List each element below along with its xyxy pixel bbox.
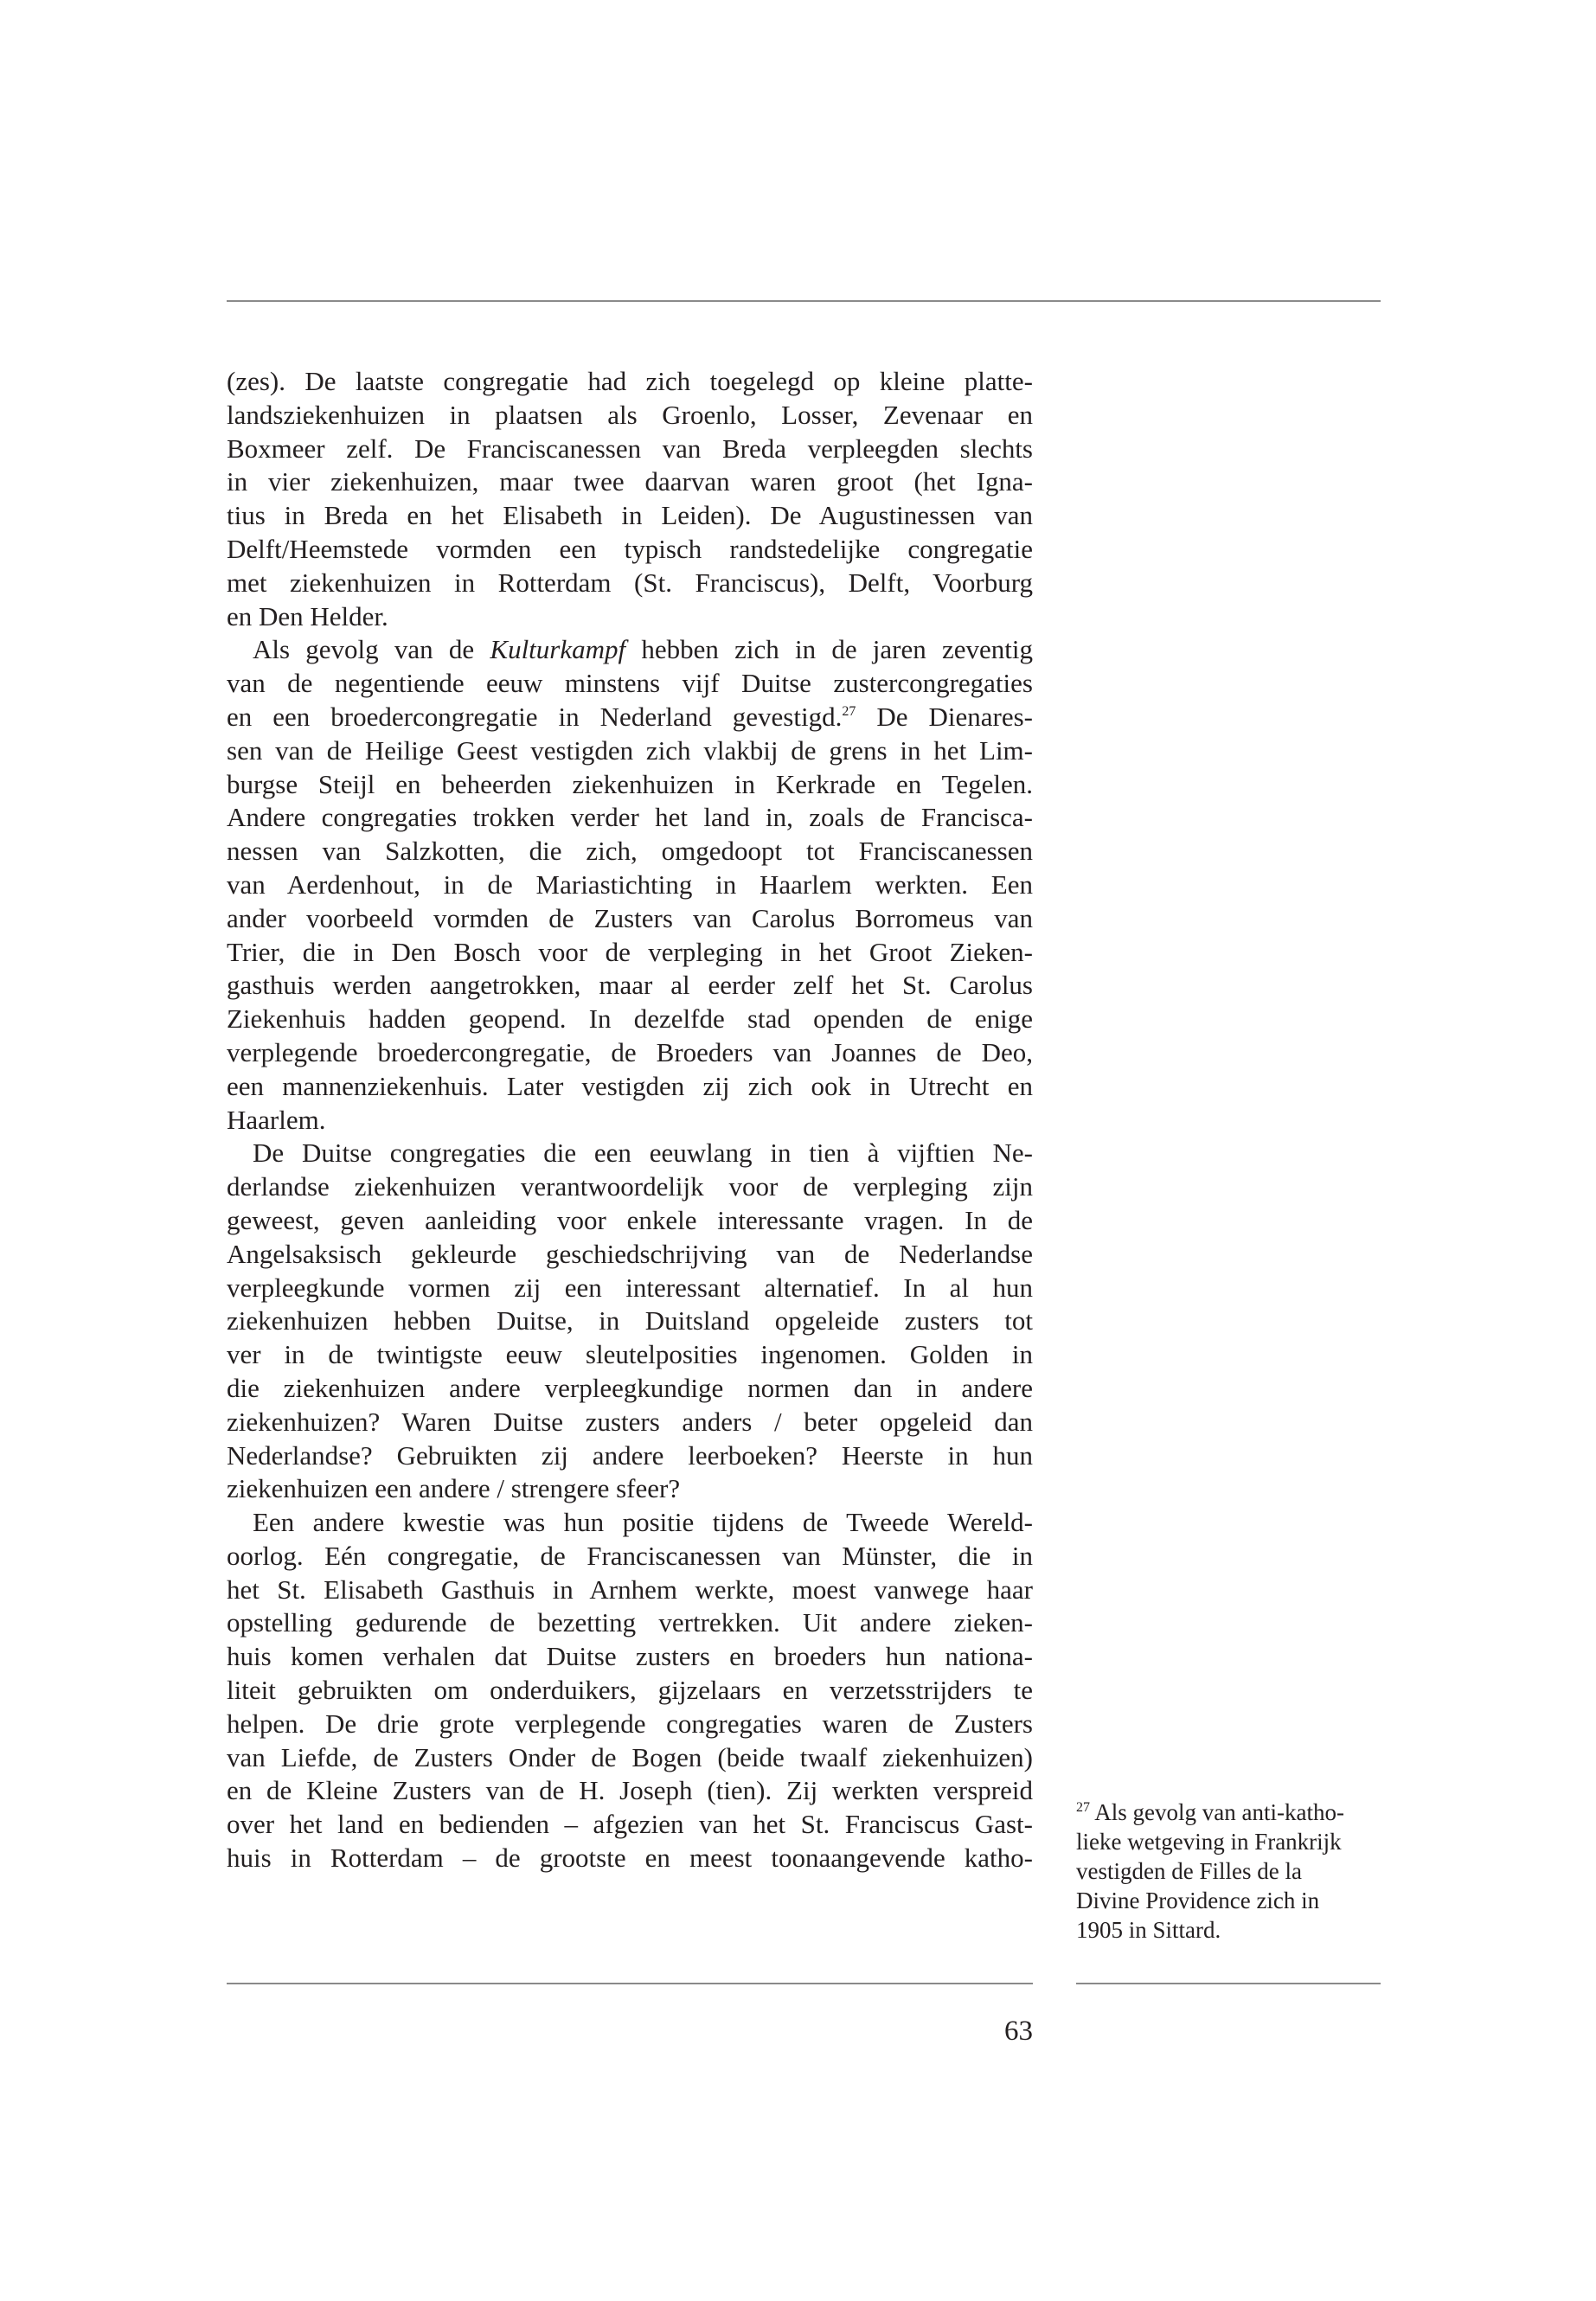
sidenote-line: Divine Providence zich in [1076, 1888, 1320, 1913]
text-line: ver in de twintigste eeuw sleutelposities ingenomen. Golden in [227, 1339, 1033, 1370]
text-fragment: en een broedercongregatie in Nederland gevestigd. [227, 701, 843, 732]
text-line: van Aerdenhout, in de Mariastichting in Haarlem werkten. Een [227, 868, 1033, 900]
bottom-rule-side [1076, 1983, 1381, 1984]
text-line: met ziekenhuizen in Rotterdam (St. Franciscus), Delft, Voorburg [227, 567, 1033, 598]
top-rule [227, 300, 1381, 302]
text-line: helpen. De drie grote verplegende congregaties waren de Zusters [227, 1708, 1033, 1739]
sidenote-line: vestigden de Filles de la [1076, 1858, 1302, 1884]
text-line: huis in Rotterdam – de grootste en meest toonaangevende katho- [227, 1843, 1033, 1874]
italic-term: Kulturkampf [490, 634, 626, 665]
text-line: ziekenhuizen hebben Duitse, in Duitsland opgeleide zusters tot [227, 1305, 1033, 1336]
text-line: verplegende broedercongregatie, de Broeders van Joannes de Deo, [227, 1036, 1033, 1067]
text-line: liteit gebruikten om onderduikers, gijzelaars en verzetsstrijders te [227, 1675, 1033, 1706]
sidenote-text: Als gevolg van anti-katho- [1094, 1799, 1344, 1825]
text-fragment: hebben zich in de jaren zeventig [625, 634, 1033, 665]
text-line: van Liefde, de Zusters Onder de Bogen (beide twaalf ziekenhuizen) [227, 1741, 1033, 1772]
text-line: nessen van Salzkotten, die zich, omgedoopt tot Franciscanessen [227, 836, 1033, 867]
text-line: Ziekenhuis hadden geopend. In dezelfde stad openden de enige [227, 1003, 1033, 1035]
text-line: in vier ziekenhuizen, maar twee daarvan waren groot (het Igna- [227, 466, 1033, 497]
text-line: De Duitse congregaties die een eeuwlang in tien à vijftien Ne- [253, 1138, 1033, 1169]
page-number: 63 [1004, 2016, 1033, 2047]
text-line: verpleegkunde vormen zij een interessant alternatief. In al hun [227, 1272, 1033, 1303]
text-line: Boxmeer zelf. De Franciscanessen van Breda verpleegden slechts [227, 433, 1033, 464]
text-fragment: De Dienares- [856, 701, 1033, 732]
paragraph [227, 1506, 1033, 1875]
text-line: ziekenhuizen een andere / strengere sfeer? [227, 1473, 681, 1504]
text-line: derlandse ziekenhuizen verantwoordelijk voor de verpleging zijn [227, 1171, 1033, 1202]
text-line: ziekenhuizen? Waren Duitse zusters anders / beter opgeleid dan [227, 1406, 1033, 1437]
text-line: die ziekenhuizen andere verpleegkundige normen dan in andere [227, 1372, 1033, 1403]
text-line [227, 633, 1033, 667]
text-line: huis komen verhalen dat Duitse zusters en broeders hun nationa- [227, 1641, 1033, 1672]
text-line: tius in Breda en het Elisabeth in Leiden). De Augustinessen van [227, 500, 1033, 531]
text-line: oorlog. Eén congregatie, de Franciscanessen van Münster, die in [227, 1540, 1033, 1571]
text-line [227, 701, 1033, 734]
text-line: (zes). De laatste congregatie had zich toegelegd op kleine platte- [227, 366, 1033, 396]
text-line: en Den Helder. [227, 600, 388, 631]
text-line: burgse Steijl en beheerden ziekenhuizen in Kerkrade en Tegelen. [227, 768, 1033, 799]
text-line: Nederlandse? Gebruikten zij andere leerboeken? Heerste in hun [227, 1439, 1033, 1471]
main-text-column [227, 365, 1033, 1875]
text-line: ander voorbeeld vormden de Zusters van Carolus Borromeus van [227, 902, 1033, 933]
text-line: landsziekenhuizen in plaatsen als Groenlo, Losser, Zevenaar en [227, 399, 1033, 430]
text-line: geweest, geven aanleiding voor enkele interessante vragen. In de [227, 1204, 1033, 1235]
sidenote-footnote [1076, 1798, 1388, 1945]
text-line: Delft/Heemstede vormden een typisch randstedelijke congregatie [227, 533, 1033, 564]
text-line: Angelsaksisch gekleurde geschiedschrijving van de Nederlandse [227, 1238, 1033, 1269]
sidenote-line [1076, 1798, 1388, 1827]
text-line: Trier, die in Den Bosch voor de verpleging in het Groot Zieken- [227, 936, 1033, 967]
bottom-rule-main [227, 1983, 1033, 1984]
paragraph [227, 1137, 1033, 1506]
text-line: opstelling gedurende de bezetting vertrekken. Uit andere zieken- [227, 1607, 1033, 1638]
text-line: een mannenziekenhuis. Later vestigden zij zich ook in Utrecht en [227, 1070, 1033, 1101]
paragraph [227, 633, 1033, 1137]
footnote-reference[interactable]: 27 [842, 703, 856, 719]
sidenote-number: 27 [1076, 1800, 1090, 1815]
text-line: Een andere kwestie was hun positie tijdens de Tweede Wereld- [253, 1507, 1033, 1538]
text-line: van de negentiende eeuw minstens vijf Duitse zustercongregaties [227, 668, 1033, 699]
text-line: sen van de Heilige Geest vestigden zich vlakbij de grens in het Lim- [227, 734, 1033, 766]
sidenote-line: 1905 in Sittard. [1076, 1917, 1221, 1943]
text-line: Haarlem. [227, 1104, 326, 1135]
text-line: gasthuis werden aangetrokken, maar al eerder zelf het St. Carolus [227, 970, 1033, 1001]
text-line: en de Kleine Zusters van de H. Joseph (tien). Zij werkten verspreid [227, 1775, 1033, 1806]
text-line: het St. Elisabeth Gasthuis in Arnhem werkte, moest vanwege haar [227, 1574, 1033, 1605]
text-line: Andere congregaties trokken verder het land in, zoals de Francisca- [227, 802, 1033, 833]
sidenote-line: lieke wetgeving in Frankrijk [1076, 1829, 1342, 1855]
paragraph [227, 365, 1033, 633]
text-fragment: Als gevolg van de [253, 634, 490, 665]
text-line: over het land en bedienden – afgezien van het St. Franciscus Gast- [227, 1809, 1033, 1840]
